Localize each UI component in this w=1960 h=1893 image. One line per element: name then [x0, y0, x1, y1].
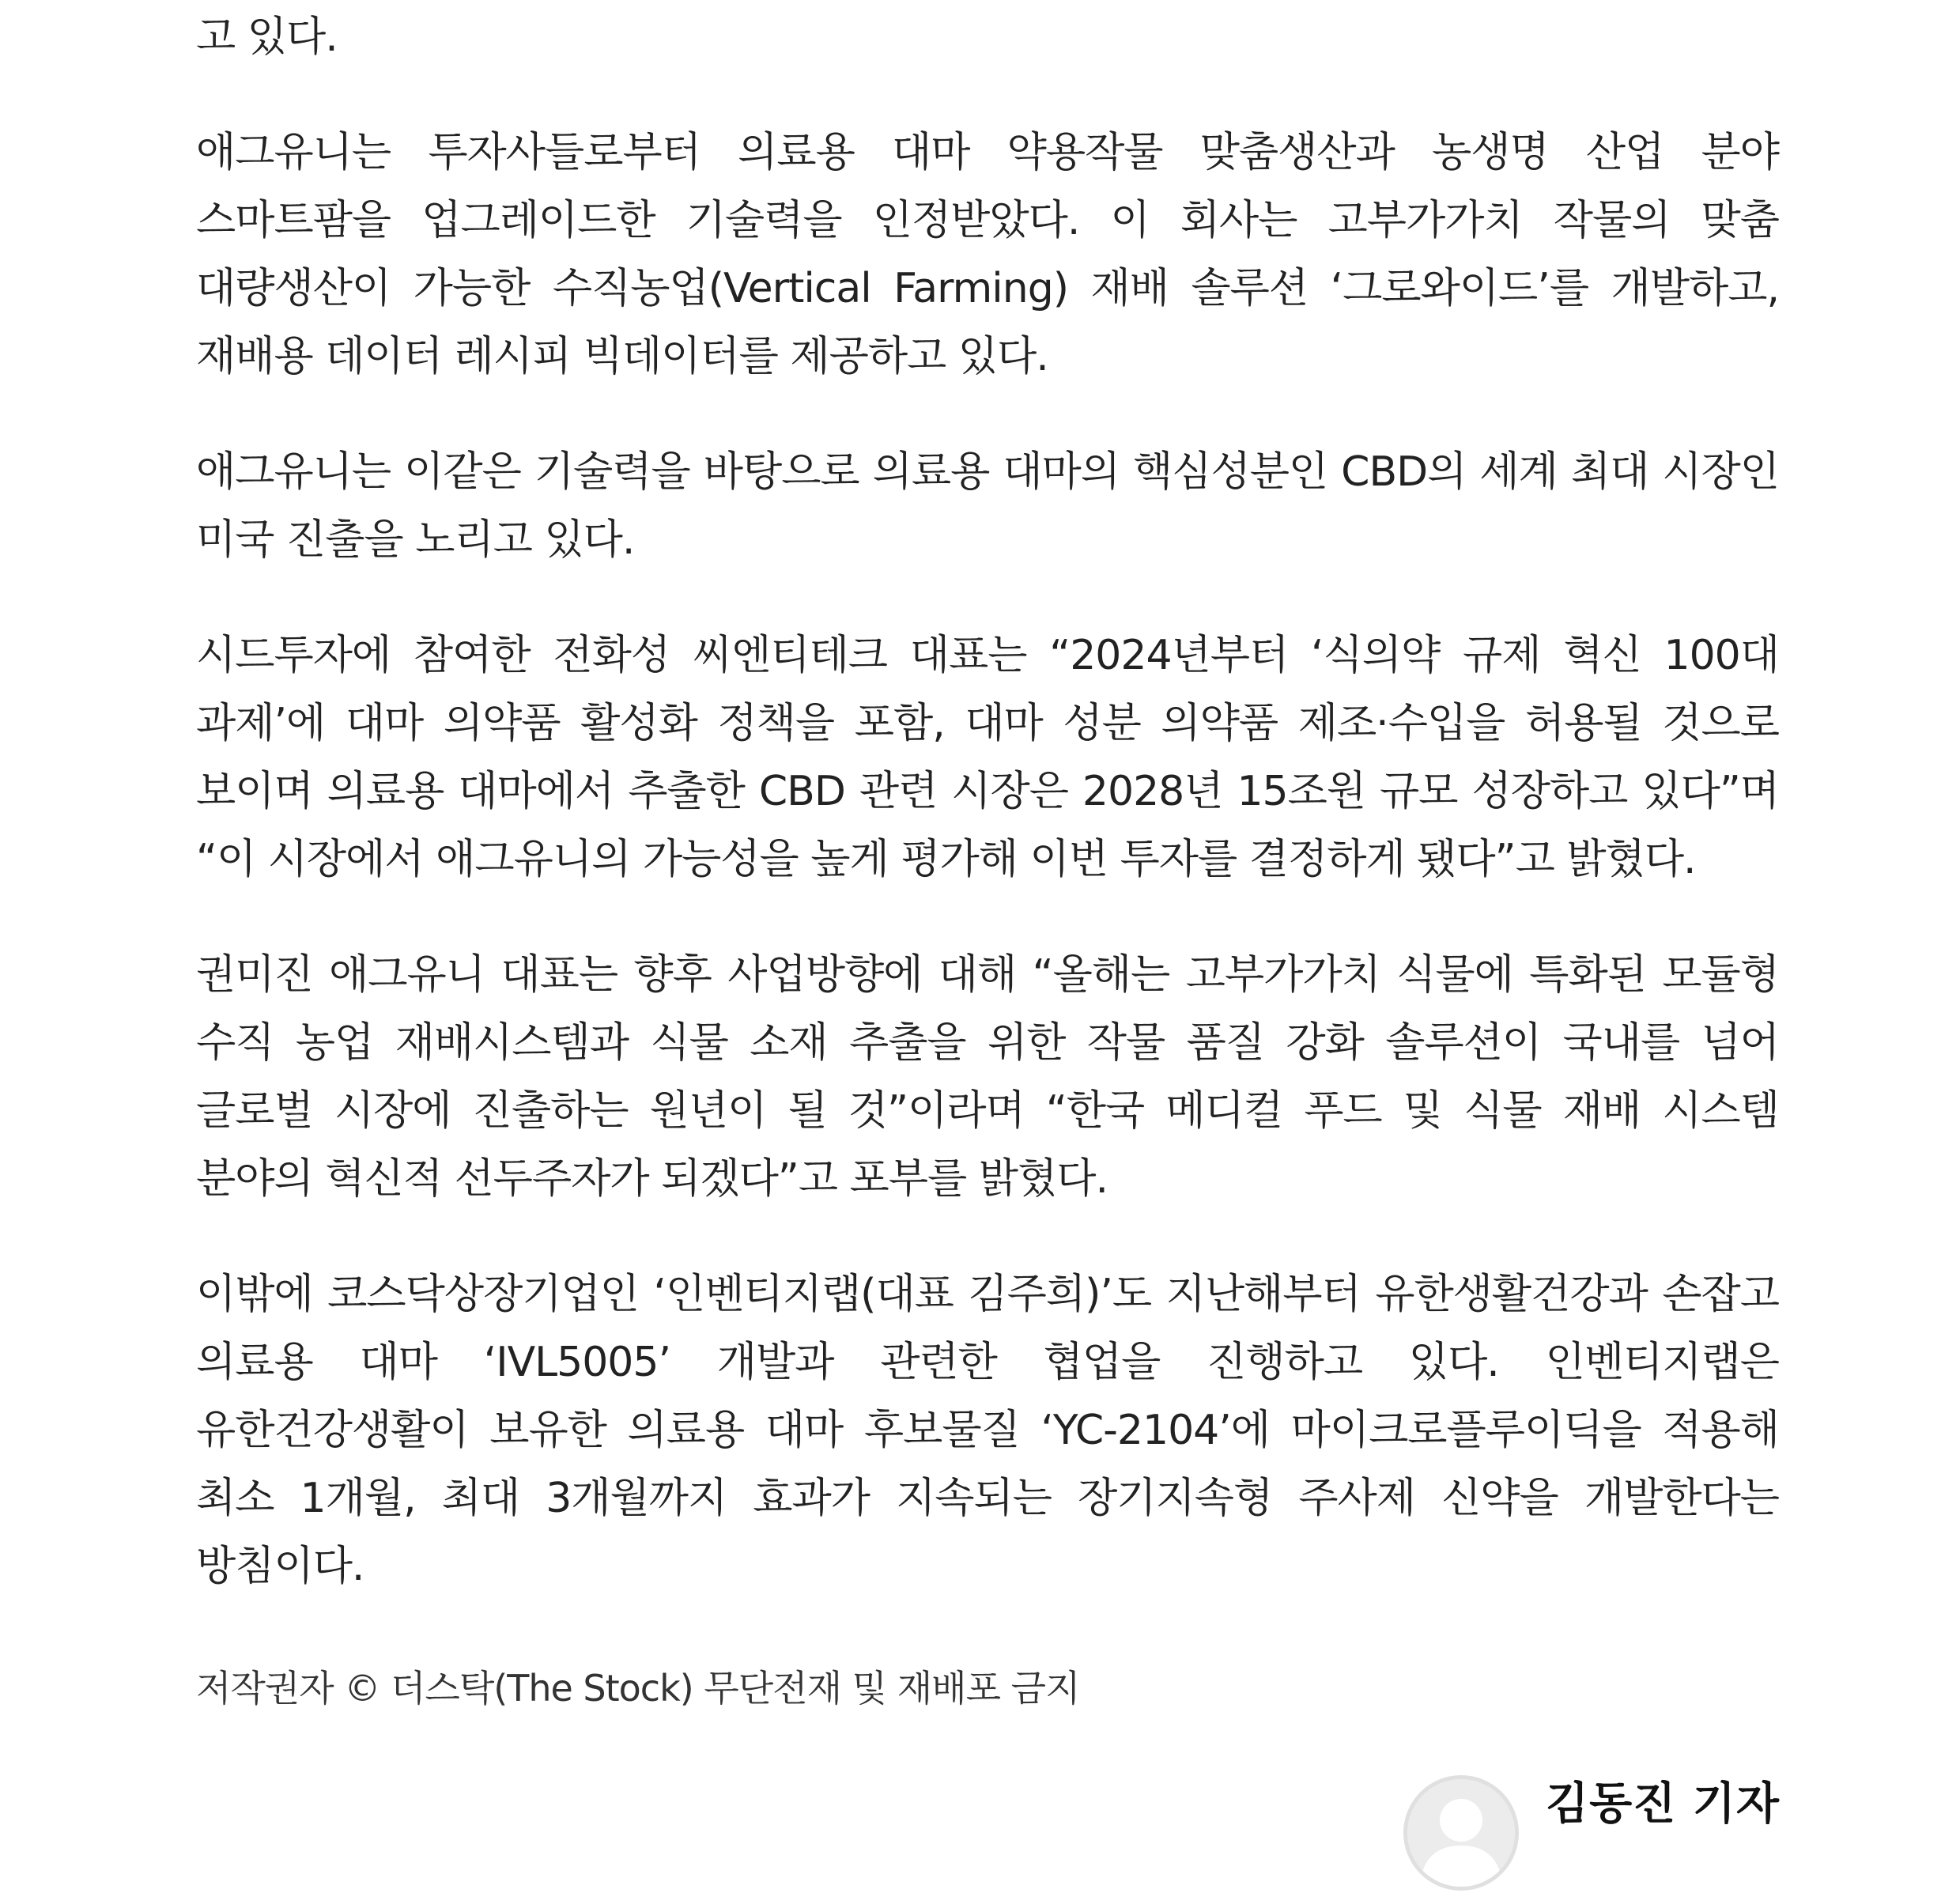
reporter-name[interactable]: 김동진 기자 — [1546, 1778, 1780, 1830]
reporter-byline[interactable] — [1403, 1775, 1780, 1891]
article-paragraph: 애그유니는 투자사들로부터 의료용 대마 약용작물 맞춤생산과 농생명 산업 분야 스마트팜을 업그레이드한 기술력을 인정받았다. 이 회사는 고부가가치 작물의 맞춤 대량생산이 가능한 수직농업(Vertical Farming) 재배 솔루션 ‘그로와이드’를 개발하고, 재배용 데이터 레시피 빅데이터를 제공하고 있다. — [196, 129, 1779, 380]
article-body — [196, 0, 1779, 1600]
copyright-notice: 저작권자 © 더스탁(The Stock) 무단전재 및 재배포 금지 — [196, 1667, 1080, 1710]
article-paragraph: 고 있다. — [196, 13, 338, 61]
article-paragraph: 이밖에 코스닥상장기업인 ‘인벤티지랩(대표 김주희)’도 지난해부터 유한생활건강과 손잡고 의료용 대마 ‘IVL5005’ 개발과 관련한 협업을 진행하고 있다. 인벤티지랩은 유한건강생활이 보유한 의료용 대마 후보물질 ‘YC-2104’에 마이크로플루이딕을 적용해 최소 1개월, 최대 3개월까지 효과가 지속되는 장기지속형 주사제 신약을 개발한다는 방침이다. — [196, 1271, 1779, 1590]
article-paragraph: 권미진 애그유니 대표는 향후 사업방향에 대해 “올해는 고부가가치 식물에 특화된 모듈형 수직 농업 재배시스템과 식물 소재 추출을 위한 작물 품질 강화 솔루션이 국내를 넘어 글로벌 시장에 진출하는 원년이 될 것”이라며 “한국 메디컬 푸드 및 식물 재배 시스템 분야의 혁신적 선두주자가 되겠다”고 포부를 밝혔다. — [196, 951, 1779, 1203]
avatar[interactable] — [1403, 1775, 1519, 1891]
article-paragraph: 시드투자에 참여한 전화성 씨엔티테크 대표는 “2024년부터 ‘식의약 규제 혁신 100대 과제’에 대마 의약품 활성화 정책을 포함, 대마 성분 의약품 제조·수입을 허용될 것으로 보이며 의료용 대마에서 추출한 CBD 관련 시장은 2028년 15조원 규모 성장하고 있다”며 “이 시장에서 애그유니의 가능성을 높게 평가해 이번 투자를 결정하게 됐다”고 밝혔다. — [196, 632, 1779, 883]
article-paragraph: 애그유니는 이같은 기술력을 바탕으로 의료용 대마의 핵심성분인 CBD의 세계 최대 시장인 미국 진출을 노리고 있다. — [196, 448, 1779, 564]
user-silhouette-icon — [1407, 1779, 1515, 1887]
